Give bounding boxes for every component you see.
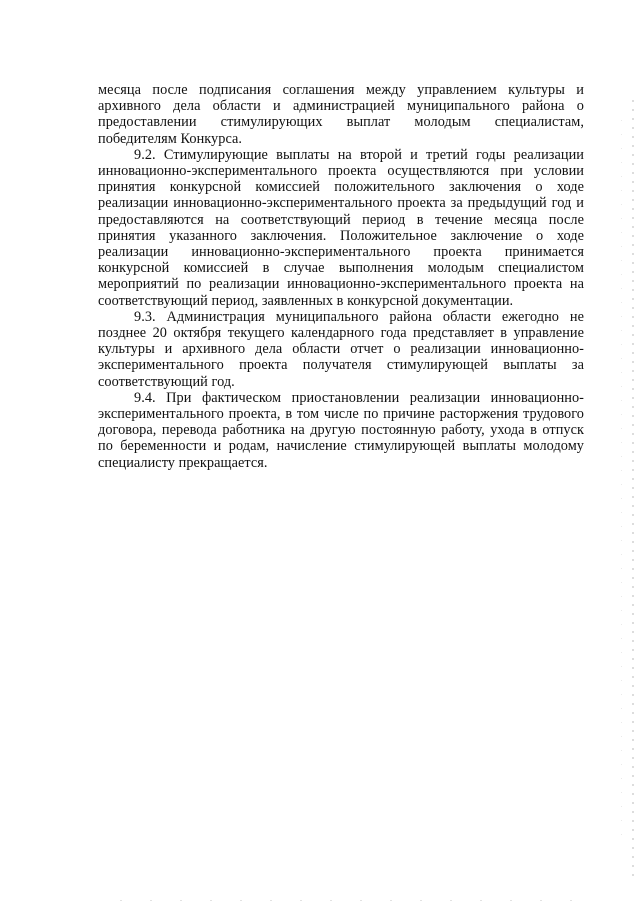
paragraph-9-2: 9.2. Стимулирующие выплаты на второй и третий годы реализации инновационно-экспериментального проекта осуществляются при условии принятия конкурсной комиссией положительного заключения о ходе реализации инновационно-экспериментального проекта за предыдущий год и предоставляются на соответствующий период в течение месяца после принятия указанного заключения. Положительное заключение о ходе реализации инновационно-экспериментального проекта принимается конкурсной комиссией в случае выполнения молодым специалистом мероприятий по реализации инновационно-экспериментального проекта на соответствующий период, заявленных в конкурсной документации.	[98, 146, 584, 309]
document-body	[98, 82, 584, 471]
paragraph-9-4: 9.4. При фактическом приостановлении реализации инновационно-экспериментального проекта, в том числе по причине расторжения трудового договора, перевода работника на другую постоянную работу, ухода в отпуск по беременности и родам, начисление стимулирующей выплаты молодому специалисту прекращается.	[98, 389, 584, 471]
scan-artifact-right-margin	[621, 120, 622, 840]
scan-artifact-bottom-edge	[120, 900, 600, 901]
scan-artifact-right-edge	[632, 100, 634, 880]
paragraph-9-3: 9.3. Администрация муниципального района области ежегодно не позднее 20 октября текущего календарного года представляет в управление культуры и архивного дела области отчет о реализации инновационно-экспериментального проекта получателя стимулирующей выплаты за соответствующий год.	[98, 308, 584, 390]
paragraph-continuation: месяца после подписания соглашения между управлением культуры и архивного дела области и администрацией муниципального района о предоставлении стимулирующих выплат молодым специалистам, победителям Конкурса.	[98, 82, 584, 147]
